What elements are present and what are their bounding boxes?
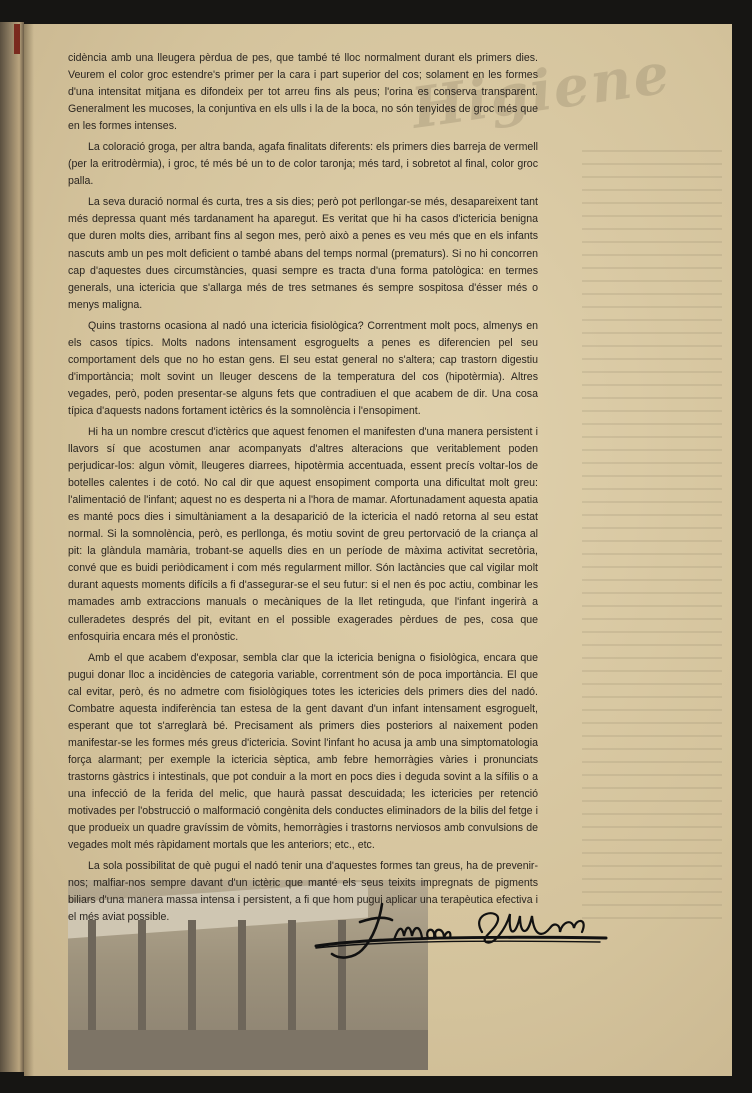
paragraph-1: cidència amb una lleugera pèrdua de pes, que també té lloc normalment durant els primers dies. Veurem el color groc estendre's primer per la cara i part superior del cos; solament en les formes d'una intensitat mitjana es difondeix per tot arreu fins als peus; l'orina es conserva transparent. Generalment les mucoses, la conjuntiva en els ulls i la de la boca, no són tenyides de groc més que en les formes intenses. [68, 52, 538, 133]
paragraph-6: Amb el que acabem d'exposar, sembla clar que la ictericia benigna o fisiològica, encara que pugui donar lloc a incidències de categoria variable, correntment són de poca importància. El que cal evitar, però, és no admetre com fisiològiques totes les ictericies dels primers dies del nadó. Combatre aquesta indiferència tan estesa de la gent davant d'un infant intensament esgroguelt, esperant que tot s'arreglarà bé. Precisament als primers dies posteriors al naixement poden manifestar-se les formes més greus d'ictericia. Sovint l'infant ho acusa ja amb una simptomatologia força alarmant; per exemple la ictericia sèptica, amb febre hemorràgies vàries i pronunciats trastorns gàstrics i intestinals, que pot conduir a la mort en pocs dies i deguda sovint a la sífilis o a una infecció de la ferida del melic, que haurà passat descuidada; les ictericies per retenció motivades per l'obstrucció o malformació congènita dels conductes eliminadors de la bilis del fetge i que produeix un quadre gravíssim de vòmits, hemorràgies i trastorns nerviosos amb convulsions de vegades molt més ràpidament mortals que les anteriors; etc., etc. [68, 651, 538, 852]
author-signature [310, 898, 610, 978]
signature-graphic [310, 898, 610, 978]
paragraph-2: La coloració groga, per altra banda, agafa finalitats diferents: els primers dies barreja de vermell (per la eritrodèrmia), i groc, té més bé un to de color taronja; més tard, i sobretot al final, color groc palla. [68, 141, 538, 188]
paragraph-5: Hi ha un nombre crescut d'ictèrics que aquest fenomen el manifesten d'una manera persistent i llavors sí que acostumen anar acompanyats d'altres alteracions que veritablement poden perjudicar-los: algun vòmit, lleugeres diarrees, hipotèrmia accentuada, essent precís voltar-los de botelles calentes i de cotó. No cal dir que aquest ensopiment comporta una dificultat molt greu: l'alimentació de l'infant; aquest no es desperta ni a l'hora de mamar. Afortunadament aquesta apatia es manté pocs dies i simultàniament a la desaparició de la ictericia el nadó retorna al seu estat normal. Si la somnolència, però, es perllonga, és motiu sovint de greu pertorvació de la criança al pit: la glàndula mamària, trobant-se aquells dies en un període de màxima activitat secretòria, convé que es buidi periòdicament i com més regularment millor. Són lactàncies que cal vigilar molt durant aquests moments difícils a fi d'assegurar-se el seu futur: si el nen és poc actiu, combinar les mamades amb extraccions manuals o mecàniques de la llet retinguda, que l'infant ingerirà a culleradetes després del pit, evitant en el possible exagerades pèrdues de pes, cosa que enfosquiria encara més el pronòstic. [68, 425, 538, 643]
article-body [68, 50, 538, 930]
adjacent-page-edge [0, 22, 24, 1072]
paragraph-3: La seva duració normal és curta, tres a sis dies; però pot perllongar-se més, desapareixent tant més depressa quant més tardanament ha aparegut. Es veritat que hi ha casos d'ictericia benigna que duren molts dies, arribant fins al segon mes, però això a penes es veu més que en els infants nascuts amb un pes molt deficient o també abans del temps normal (prematurs). Si no hi concorren cap d'aquestes dues circumstàncies, quasi sempre es tracta d'una forma patològica: en termes generals, una ictericia que s'allarga més de tres setmanes és sempre sospitosa d'ésser més o menys maligna. [68, 196, 538, 311]
binding-mark [14, 24, 20, 54]
paragraph-4: Quins trastorns ocasiona al nadó una ictericia fisiològica? Correntment molt pocs, almenys en els casos típics. Molts nadons intensament esgroguelts a penes es diferencien pel seu comportament dels que no ho estan gens. El seu estat general no s'altera; cap trastorn digestiu d'importància; molt sovint un lleuger descens de la temperatura del cos (hipotèrmia). Altres vegades, però, poden presentar-se alguns fets que contradiuen el que acabem de dir. Una cosa típica d'aquests nadons fortament ictèrics és la somnolència i l'ensopiment. [68, 319, 538, 417]
bleed-through-title: Higiene [408, 40, 676, 142]
page-gutter-shadow [24, 24, 34, 1076]
paragraph-7: La sola possibilitat de què pugui el nadó tenir una d'aquestes formes tan greus, ha de prevenir-nos; malfiar-nos sempre davant d'un ictèric que manté els seus teixits impregnats de pigments biliars d'una manera massa intensa i persistent, a fi que hom pugui aplicar una terapèutica efectiva i el més aviat possible. [68, 860, 538, 924]
bleed-through-text-lines [582, 150, 722, 970]
